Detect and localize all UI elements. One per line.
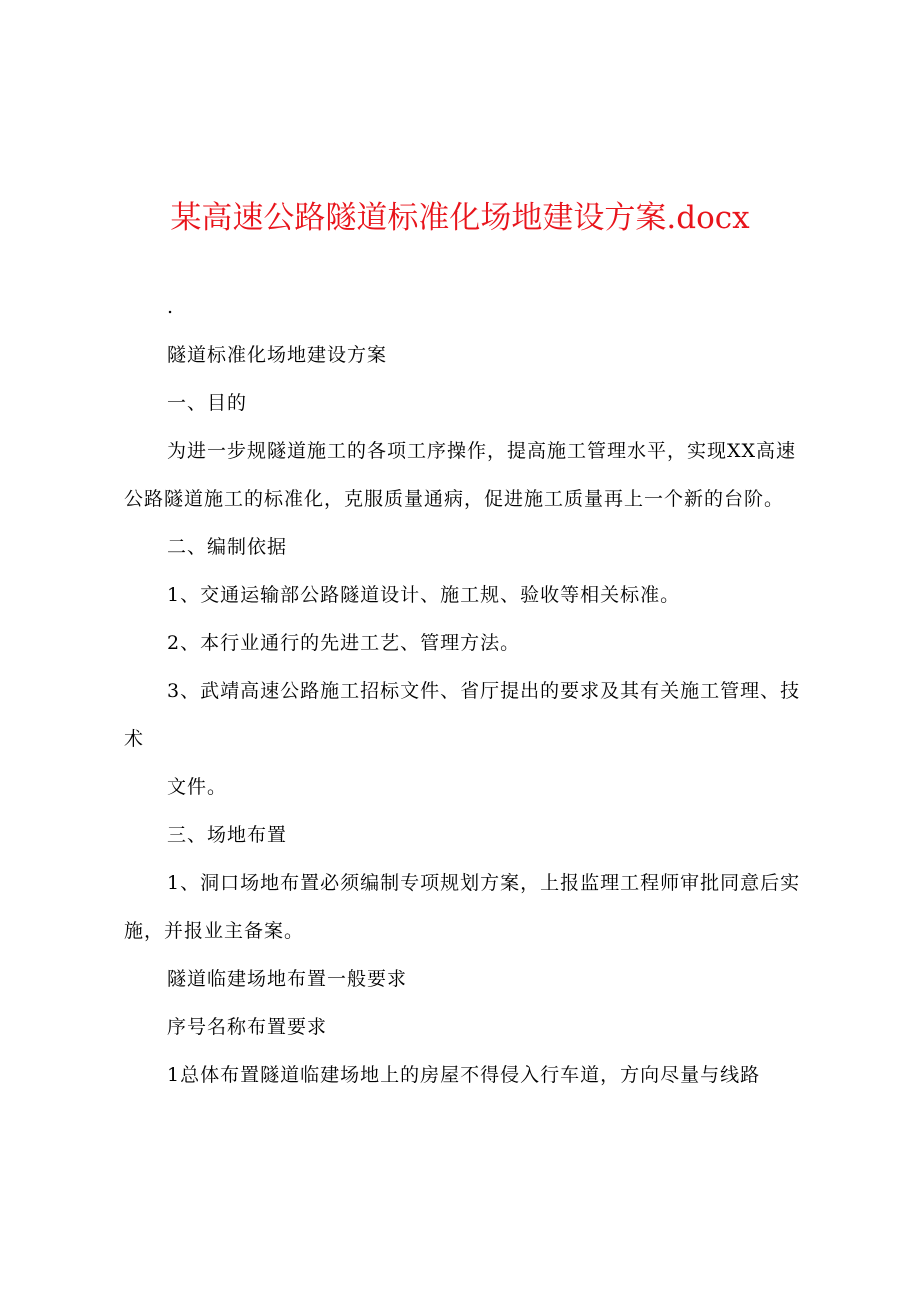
section-heading-basis: 二、编制依据 — [167, 536, 288, 558]
table-row-1: 1总体布置隧道临建场地上的房屋不得侵入行车道，方向尽量与线路 — [167, 1064, 761, 1086]
document-title: 某高速公路隧道标准化场地建设方案.docx — [170, 200, 750, 236]
paragraph-basis-3-cont: 文件。 — [167, 776, 228, 798]
table-header-row: 序号名称布置要求 — [167, 1016, 328, 1038]
paragraph-basis-1: 1、交通运输部公路隧道设计、施工规、验收等相关标准。 — [167, 584, 681, 606]
paragraph-basis-2: 2、本行业通行的先进工艺、管理方法。 — [167, 632, 521, 654]
paragraph-layout-requirements: 隧道临建场地布置一般要求 — [167, 968, 408, 990]
paragraph-dot: . — [167, 296, 175, 318]
section-heading-layout: 三、场地布置 — [167, 824, 288, 846]
paragraph-basis-3: 3、武靖高速公路施工招标文件、省厅提出的要求及其有关施工管理、技术 — [124, 680, 801, 750]
paragraph-heading-scheme: 隧道标准化场地建设方案 — [167, 344, 388, 366]
paragraph-purpose: 为进一步规隧道施工的各项工序操作，提高施工管理水平，实现XX高速公路隧道施工的标准化，克服质量通病，促进施工质量再上一个新的台阶。 — [124, 440, 797, 510]
section-heading-purpose: 一、目的 — [167, 392, 248, 414]
paragraph-layout-1: 1、洞口场地布置必须编制专项规划方案，上报监理工程师审批同意后实施，并报业主备案。 — [124, 872, 801, 942]
document-body — [124, 283, 804, 1099]
